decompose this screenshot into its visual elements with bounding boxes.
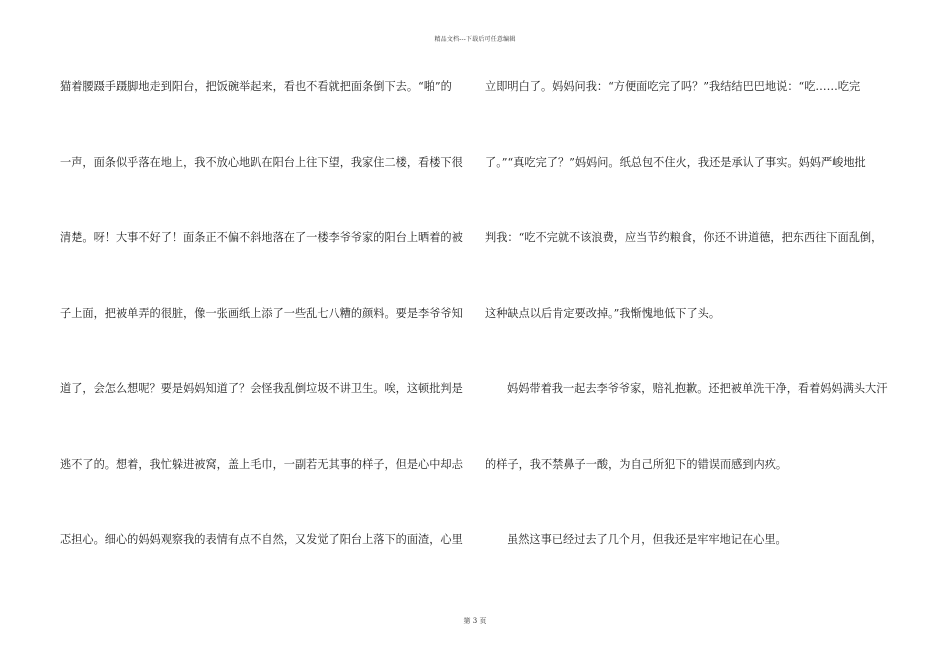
text-line: 忑担心。细心的妈妈观察我的表情有点不自然，又发觉了阳台上落下的面渣，心里 (60, 533, 463, 546)
text-line: 逃不了的。想着，我忙躲进被窝，盖上毛巾，一副若无其事的样子，但是心中却忐 (60, 457, 463, 471)
text-line: 判我：“吃不完就不该浪费，应当节约粮食，你还不讲道德，把东西往下面乱倒， (485, 231, 883, 244)
page-header: 精品文档---下载后可任意编辑 (434, 36, 516, 43)
paragraph-start-line: 虽然这事已经过去了几个月，但我还是牢牢地记在心里。 (507, 533, 787, 546)
right-column (485, 79, 890, 608)
text-line: 立即明白了。妈妈问我：“方便面吃完了吗？”我结结巴巴地说：“吃……吃完 (485, 80, 861, 93)
text-line: 子上面，把被单弄的很脏，像一张画纸上添了一些乱七八糟的颜料。要是李爷爷知 (60, 306, 463, 320)
text-line: 的样子，我不禁鼻子一酸，为自己所犯下的错误而感到内疚。 (485, 457, 788, 471)
text-line: 了。”“真吃完了？”妈妈问。纸总包不住火，我还是承认了事实。妈妈严峻地批 (485, 155, 866, 169)
text-line: 一声，面条似乎落在地上，我不放心地趴在阳台上往下望，我家住二楼，看楼下很 (60, 155, 463, 169)
left-column (60, 79, 465, 608)
page-number: 第 3 页 (463, 617, 487, 625)
text-line: 这种缺点以后肯定要改掉。”我惭愧地低下了头。 (485, 306, 721, 320)
text-line: 清楚。呀！大事不好了！面条正不偏不斜地落在了一楼李爷爷家的阳台上晒着的被 (60, 231, 463, 244)
paragraph-start-line: 妈妈带着我一起去李爷爷家，赔礼抱歉。还把被单洗干净，看着妈妈满头大汗 (507, 382, 888, 395)
text-line: 道了，会怎么想呢？要是妈妈知道了？会怪我乱倒垃圾不讲卫生。唉，这顿批判是 (60, 382, 463, 395)
text-line: 猫着腰蹑手蹑脚地走到阳台，把饭碗举起来，看也不看就把面条倒下去。“啪”的 (60, 80, 452, 93)
